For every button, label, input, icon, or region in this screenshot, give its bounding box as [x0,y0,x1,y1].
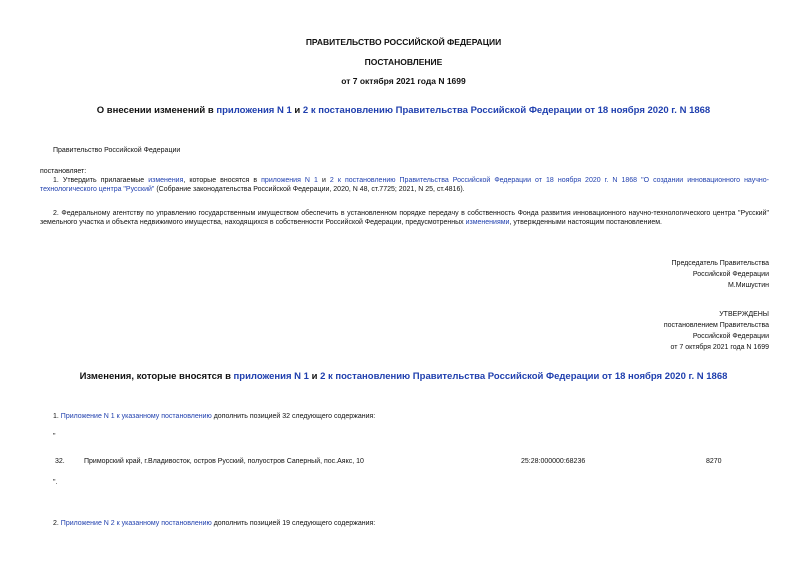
title-and: и [291,105,303,116]
table-cell-address: Приморский край, г.Владивосток, остров Русский, полуостров Саперный, пос.Аякс, 10 [84,458,364,465]
approval-header: УТВЕРЖДЕНЫ [719,311,769,318]
paragraph-2 [40,209,769,227]
item-2-text: дополнить позицией 19 следующего содержания: [211,520,376,527]
item-1-number: 1. [53,413,61,420]
decrees-text: постановляет: [40,168,87,175]
quote-open: " [53,433,56,440]
issuer-text: Правительство Российской Федерации [53,147,181,154]
paragraph-1 [40,176,769,194]
signature-country: Российской Федерации [692,271,769,278]
table-cell-number: 32. [55,458,65,465]
document-type: ПОСТАНОВЛЕНИЕ [364,57,443,67]
document-title [0,105,807,116]
p1-link-center[interactable]: "О создании инновационного научно-технологического центра "Русский" [40,177,769,193]
p1-link-appendix-2[interactable]: 2 к постановлению Правительства Российской Федерации от 18 ноября 2020 г. N 1868 [329,177,638,184]
approval-block [664,310,769,352]
changes-title-text: Изменения, которые вносятся в [79,371,234,382]
approval-line-3: Российской Федерации [692,333,769,340]
item-2 [53,519,375,528]
item-1 [53,412,375,421]
title-text: О внесении изменений в [96,105,217,116]
signature-block [672,259,769,290]
document-date: от 7 октября 2021 года N 1699 [341,76,466,86]
item-2-number: 2. [53,520,61,527]
approval-line-2: постановлением Правительства [663,322,769,329]
p1-text-a: 1. Утвердить прилагаемые [53,177,149,184]
quote-close: ". [53,479,58,486]
title-link-appendix-1[interactable]: приложения N 1 [216,105,292,116]
approval-line-4: от 7 октября 2021 года N 1699 [670,344,769,351]
changes-link-appendix-1[interactable]: приложения N 1 [233,371,309,382]
p1-text-b: , которые вносятся в [183,177,262,184]
p2-text-a: 2. Федеральному агентству по управлению государственным имуществом обеспечить в установленном порядке передачу в собственность Фонда развития инновационного научно-технологического центра "Русский" земельного участка и объекта недвижимого имущества, находящихся в собственности Российской Федерации, предусмотренных [40,210,769,226]
p1-link-changes[interactable]: изменения [148,177,184,184]
changes-title-and: и [308,371,321,382]
item-2-link[interactable]: Приложение N 2 к указанному постановлению [60,520,212,527]
title-link-appendix-2[interactable]: 2 к постановлению Правительства Российской Федерации от 18 ноября 2020 г. N 1868 [302,105,711,116]
signature-position: Председатель Правительства [671,260,769,267]
p1-text-e: (Собрание законодательства Российской Федерации, 2020, N 48, ст.7725; 2021, N 25, ст.4816). [154,186,465,193]
item-1-link[interactable]: Приложение N 1 к указанному постановлению [60,413,212,420]
changes-title [0,371,807,382]
p1-text-c: и [317,177,330,184]
table-cell-area: 8270 [706,458,722,465]
changes-link-appendix-2[interactable]: 2 к постановлению Правительства Российской Федерации от 18 ноября 2020 г. N 1868 [320,371,728,382]
item-1-text: дополнить позицией 32 следующего содержания: [211,413,376,420]
p2-text-b: , утвержденными настоящим постановлением. [509,219,663,226]
p1-link-appendix-1[interactable]: приложения N 1 [261,177,318,184]
government-header: ПРАВИТЕЛЬСТВО РОССИЙСКОЙ ФЕДЕРАЦИИ [305,37,502,47]
signature-name: М.Мишустин [727,282,769,289]
table-cell-cadastral: 25:28:000000:68236 [521,458,586,465]
p2-link-changes[interactable]: изменениями [465,219,510,226]
